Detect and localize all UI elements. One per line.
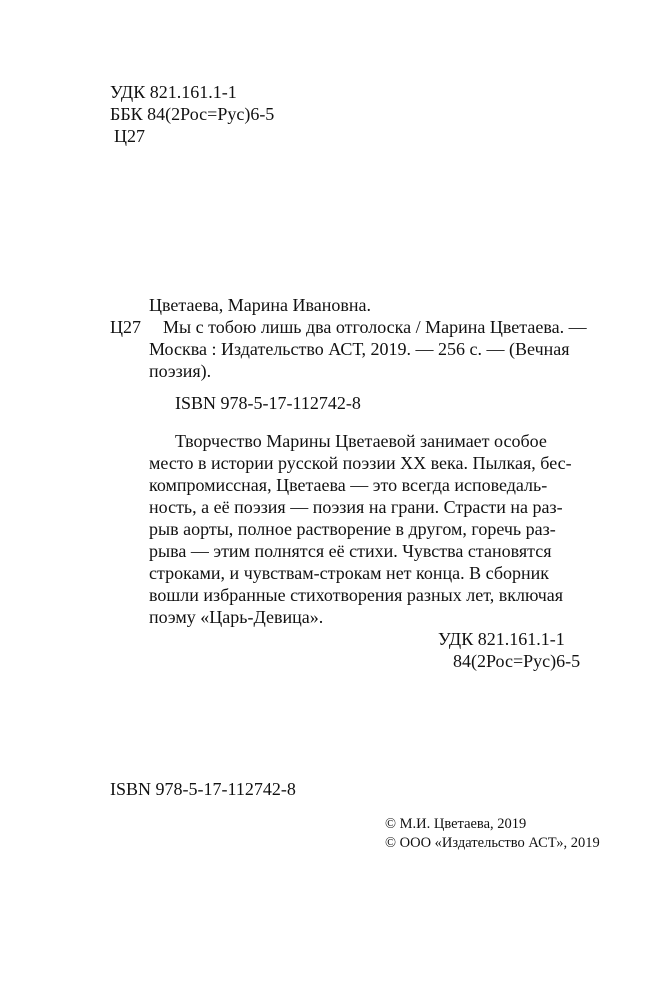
- catalog-isbn: ISBN 978-5-17-112742-8: [175, 393, 361, 413]
- annotation-udk: УДК 821.161.1-1: [438, 629, 565, 649]
- copyright-line: © ООО «Издательство АСТ», 2019: [385, 835, 600, 851]
- annotation-line: рыв аорты, полное растворение в другом, горечь раз-: [149, 519, 556, 539]
- annotation: [149, 430, 572, 628]
- annotation-line: строками, и чувствам-строкам нет конца. В сборник: [149, 563, 550, 583]
- annotation-line: место в истории русской поэзии XX века. Пылкая, бес-: [149, 453, 572, 473]
- bbk-code: ББК 84(2Рос=Рус)6-5: [110, 104, 275, 124]
- catalog-description-line: поэзия).: [149, 361, 212, 381]
- catalog-description-line: Москва : Издательство АСТ, 2019. — 256 с. — (Вечная: [149, 339, 570, 359]
- catalog-description: [149, 316, 587, 382]
- classification-block: [110, 81, 274, 147]
- annotation-line: Творчество Марины Цветаевой занимает особое: [175, 431, 547, 451]
- catalog-description-line: Мы с тобою лишь два отголоска / Марина Цветаева. —: [163, 317, 587, 337]
- udk-code: УДК 821.161.1-1: [110, 82, 237, 102]
- annotation-bbk: 84(2Рос=Рус)6-5: [453, 651, 581, 671]
- copyright-block: [385, 815, 600, 853]
- annotation-line: рыва — этим полнятся её стихи. Чувства становятся: [149, 541, 552, 561]
- annotation-line: ность, а её поэзия — поэзия на грани. Страсти на раз-: [149, 497, 563, 517]
- annotation-line: вошли избранные стихотворения разных лет, включая: [149, 585, 564, 605]
- footer-isbn: ISBN 978-5-17-112742-8: [110, 779, 296, 799]
- catalog-author: Цветаева, Марина Ивановна.: [149, 295, 371, 315]
- annotation-line: компромиссная, Цветаева — это всегда исповедаль-: [149, 475, 548, 495]
- catalog-author-mark: Ц27: [110, 317, 141, 337]
- annotation-codes: [438, 628, 580, 672]
- annotation-line: поэму «Царь-Девица».: [149, 607, 324, 627]
- copyright-line: © М.И. Цветаева, 2019: [385, 816, 527, 832]
- author-mark: Ц27: [114, 126, 145, 146]
